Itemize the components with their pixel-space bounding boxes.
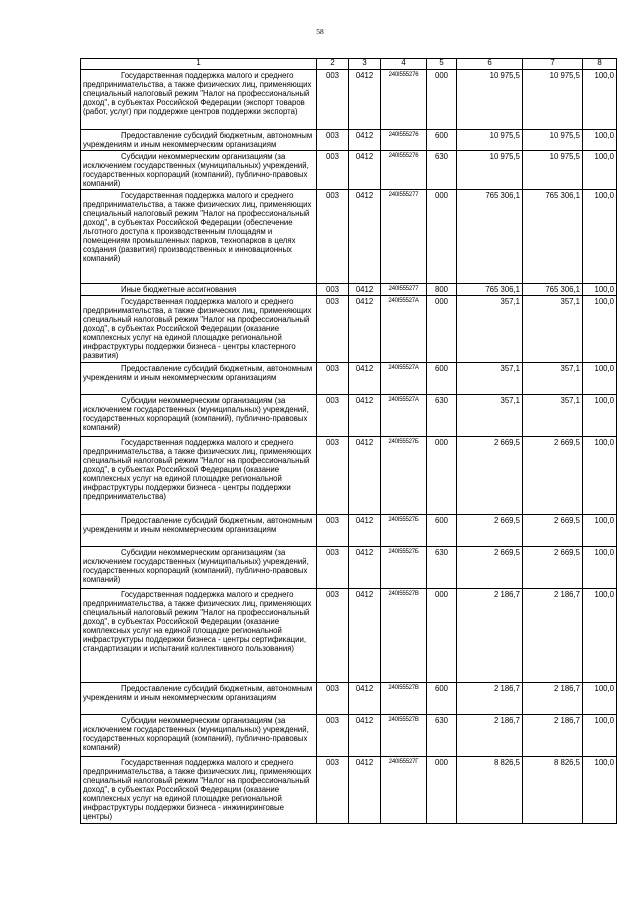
row-name: Субсидии некоммерческим организациям (за исключением государственных (муниципальных) учреждений, государственных корпораций (компаний), публично-правовых компаний) xyxy=(81,547,317,589)
expense-type: 000 xyxy=(427,190,457,284)
admin-code: 003 xyxy=(317,683,349,715)
admin-code: 003 xyxy=(317,437,349,515)
executed-amount: 765 306,1 xyxy=(523,284,583,296)
expense-type: 600 xyxy=(427,130,457,151)
section-code: 0412 xyxy=(349,363,381,395)
section-code: 0412 xyxy=(349,296,381,363)
planned-amount: 357,1 xyxy=(457,395,523,437)
table-row xyxy=(81,589,617,683)
section-code: 0412 xyxy=(349,515,381,547)
expense-type: 630 xyxy=(427,715,457,757)
budget-table xyxy=(80,58,617,824)
section-code: 0412 xyxy=(349,437,381,515)
table-row xyxy=(81,296,617,363)
section-code: 0412 xyxy=(349,70,381,130)
expense-type: 600 xyxy=(427,683,457,715)
table-row xyxy=(81,715,617,757)
header-cell: 1 xyxy=(81,59,317,70)
executed-amount: 2 186,7 xyxy=(523,589,583,683)
executed-amount: 357,1 xyxy=(523,296,583,363)
section-code: 0412 xyxy=(349,715,381,757)
planned-amount: 2 669,5 xyxy=(457,437,523,515)
execution-percent: 100,0 xyxy=(583,715,617,757)
admin-code: 003 xyxy=(317,151,349,190)
table-row xyxy=(81,363,617,395)
execution-percent: 100,0 xyxy=(583,395,617,437)
execution-percent: 100,0 xyxy=(583,130,617,151)
header-cell: 7 xyxy=(523,59,583,70)
expense-type: 630 xyxy=(427,395,457,437)
row-name: Предоставление субсидий бюджетным, автономным учреждениям и иным некоммерческим организациям xyxy=(81,515,317,547)
planned-amount: 357,1 xyxy=(457,296,523,363)
admin-code: 003 xyxy=(317,715,349,757)
target-article: 240I55527A xyxy=(381,395,427,437)
row-name: Иные бюджетные ассигнования xyxy=(81,284,317,296)
executed-amount: 10 975,5 xyxy=(523,151,583,190)
execution-percent: 100,0 xyxy=(583,151,617,190)
row-name: Государственная поддержка малого и среднего предпринимательства, а также физических лиц, применяющих специальный налоговый режим "Налог на профессиональный доход", в субъектах Российской Федерации (обеспечение льготного доступа к производственным площадям и помещениям промышленных парков, технопарков в целях создания (развития) производственных и инновационных компаний) xyxy=(81,190,317,284)
executed-amount: 10 975,5 xyxy=(523,70,583,130)
execution-percent: 100,0 xyxy=(583,547,617,589)
admin-code: 003 xyxy=(317,363,349,395)
header-cell: 3 xyxy=(349,59,381,70)
section-code: 0412 xyxy=(349,130,381,151)
admin-code: 003 xyxy=(317,589,349,683)
expense-type: 630 xyxy=(427,151,457,190)
execution-percent: 100,0 xyxy=(583,515,617,547)
execution-percent: 100,0 xyxy=(583,363,617,395)
target-article: 240I555276 xyxy=(381,151,427,190)
expense-type: 000 xyxy=(427,589,457,683)
table-row xyxy=(81,437,617,515)
header-cell: 5 xyxy=(427,59,457,70)
expense-type: 000 xyxy=(427,296,457,363)
admin-code: 003 xyxy=(317,70,349,130)
section-code: 0412 xyxy=(349,589,381,683)
planned-amount: 10 975,5 xyxy=(457,130,523,151)
section-code: 0412 xyxy=(349,547,381,589)
target-article: 240I55527В xyxy=(381,589,427,683)
admin-code: 003 xyxy=(317,190,349,284)
execution-percent: 100,0 xyxy=(583,190,617,284)
executed-amount: 2 669,5 xyxy=(523,547,583,589)
target-article: 240I55527Г xyxy=(381,757,427,824)
executed-amount: 357,1 xyxy=(523,363,583,395)
planned-amount: 765 306,1 xyxy=(457,190,523,284)
admin-code: 003 xyxy=(317,284,349,296)
target-article: 240I55527В xyxy=(381,683,427,715)
executed-amount: 2 186,7 xyxy=(523,683,583,715)
admin-code: 003 xyxy=(317,547,349,589)
target-article: 240I55527A xyxy=(381,363,427,395)
planned-amount: 2 669,5 xyxy=(457,515,523,547)
row-name: Предоставление субсидий бюджетным, автономным учреждениям и иным некоммерческим организациям xyxy=(81,130,317,151)
execution-percent: 100,0 xyxy=(583,70,617,130)
planned-amount: 2 669,5 xyxy=(457,547,523,589)
executed-amount: 8 826,5 xyxy=(523,757,583,824)
admin-code: 003 xyxy=(317,757,349,824)
execution-percent: 100,0 xyxy=(583,757,617,824)
target-article: 240I555277 xyxy=(381,284,427,296)
executed-amount: 765 306,1 xyxy=(523,190,583,284)
target-article: 240I55527В xyxy=(381,715,427,757)
admin-code: 003 xyxy=(317,296,349,363)
section-code: 0412 xyxy=(349,190,381,284)
target-article: 240I555277 xyxy=(381,190,427,284)
target-article: 240I55527Б xyxy=(381,515,427,547)
expense-type: 000 xyxy=(427,70,457,130)
section-code: 0412 xyxy=(349,284,381,296)
admin-code: 003 xyxy=(317,395,349,437)
expense-type: 000 xyxy=(427,437,457,515)
executed-amount: 357,1 xyxy=(523,395,583,437)
table-row xyxy=(81,130,617,151)
row-name: Субсидии некоммерческим организациям (за исключением государственных (муниципальных) учреждений, государственных корпораций (компаний), публично-правовых компаний) xyxy=(81,151,317,190)
planned-amount: 10 975,5 xyxy=(457,70,523,130)
planned-amount: 2 186,7 xyxy=(457,715,523,757)
row-name: Предоставление субсидий бюджетным, автономным учреждениям и иным некоммерческим организациям xyxy=(81,363,317,395)
table-row xyxy=(81,757,617,824)
table-row xyxy=(81,547,617,589)
expense-type: 600 xyxy=(427,363,457,395)
table-row xyxy=(81,515,617,547)
executed-amount: 2 186,7 xyxy=(523,715,583,757)
header-cell: 6 xyxy=(457,59,523,70)
row-name: Государственная поддержка малого и среднего предпринимательства, а также физических лиц, применяющих специальный налоговый режим "Налог на профессиональный доход", в субъектах Российской Федерации (оказание комплексных услуг на единой площадке региональной инфраструктуры поддержки бизнеса - центры сертификации, стандартизации и испытаний коллективного пользования) xyxy=(81,589,317,683)
table-row xyxy=(81,683,617,715)
execution-percent: 100,0 xyxy=(583,683,617,715)
execution-percent: 100,0 xyxy=(583,589,617,683)
expense-type: 600 xyxy=(427,515,457,547)
row-name: Государственная поддержка малого и среднего предпринимательства, а также физических лиц, применяющих специальный налоговый режим "Налог на профессиональный доход", в субъектах Российской Федерации (экспорт товаров (работ, услуг) при поддержке центров поддержки экспорта) xyxy=(81,70,317,130)
expense-type: 000 xyxy=(427,757,457,824)
row-name: Государственная поддержка малого и среднего предпринимательства, а также физических лиц, применяющих специальный налоговый режим "Налог на профессиональный доход", в субъектах Российской Федерации (оказание комплексных услуг на единой площадке региональной инфраструктуры поддержки бизнеса - центры кластерного развития) xyxy=(81,296,317,363)
planned-amount: 10 975,5 xyxy=(457,151,523,190)
page-number: 58 xyxy=(316,27,324,36)
planned-amount: 2 186,7 xyxy=(457,683,523,715)
row-name: Субсидии некоммерческим организациям (за исключением государственных (муниципальных) учреждений, государственных корпораций (компаний), публично-правовых компаний) xyxy=(81,715,317,757)
target-article: 240I55527Б xyxy=(381,547,427,589)
table-row xyxy=(81,151,617,190)
executed-amount: 2 669,5 xyxy=(523,515,583,547)
row-name: Государственная поддержка малого и среднего предпринимательства, а также физических лиц, применяющих специальный налоговый режим "Налог на профессиональный доход", в субъектах Российской Федерации (оказание комплексных услуг на единой площадке региональной инфраструктуры поддержки бизнеса - инжиниринговые центры) xyxy=(81,757,317,824)
executed-amount: 10 975,5 xyxy=(523,130,583,151)
planned-amount: 2 186,7 xyxy=(457,589,523,683)
target-article: 240I555276 xyxy=(381,70,427,130)
table-row xyxy=(81,70,617,130)
execution-percent: 100,0 xyxy=(583,284,617,296)
target-article: 240I55527A xyxy=(381,296,427,363)
header-cell: 8 xyxy=(583,59,617,70)
admin-code: 003 xyxy=(317,130,349,151)
section-code: 0412 xyxy=(349,683,381,715)
header-cell: 2 xyxy=(317,59,349,70)
expense-type: 800 xyxy=(427,284,457,296)
header-row xyxy=(81,59,617,70)
section-code: 0412 xyxy=(349,395,381,437)
admin-code: 003 xyxy=(317,515,349,547)
target-article: 240I55527Б xyxy=(381,437,427,515)
execution-percent: 100,0 xyxy=(583,437,617,515)
execution-percent: 100,0 xyxy=(583,296,617,363)
table-row xyxy=(81,395,617,437)
target-article: 240I555276 xyxy=(381,130,427,151)
section-code: 0412 xyxy=(349,757,381,824)
table-row xyxy=(81,190,617,284)
planned-amount: 357,1 xyxy=(457,363,523,395)
expense-type: 630 xyxy=(427,547,457,589)
row-name: Субсидии некоммерческим организациям (за исключением государственных (муниципальных) учреждений, государственных корпораций (компаний), публично-правовых компаний) xyxy=(81,395,317,437)
row-name: Государственная поддержка малого и среднего предпринимательства, а также физических лиц, применяющих специальный налоговый режим "Налог на профессиональный доход", в субъектах Российской Федерации (оказание комплексных услуг на единой площадке региональной инфраструктуры поддержки бизнеса - центры поддержки предпринимательства) xyxy=(81,437,317,515)
section-code: 0412 xyxy=(349,151,381,190)
planned-amount: 8 826,5 xyxy=(457,757,523,824)
planned-amount: 765 306,1 xyxy=(457,284,523,296)
table-row xyxy=(81,284,617,296)
executed-amount: 2 669,5 xyxy=(523,437,583,515)
header-cell: 4 xyxy=(381,59,427,70)
row-name: Предоставление субсидий бюджетным, автономным учреждениям и иным некоммерческим организациям xyxy=(81,683,317,715)
